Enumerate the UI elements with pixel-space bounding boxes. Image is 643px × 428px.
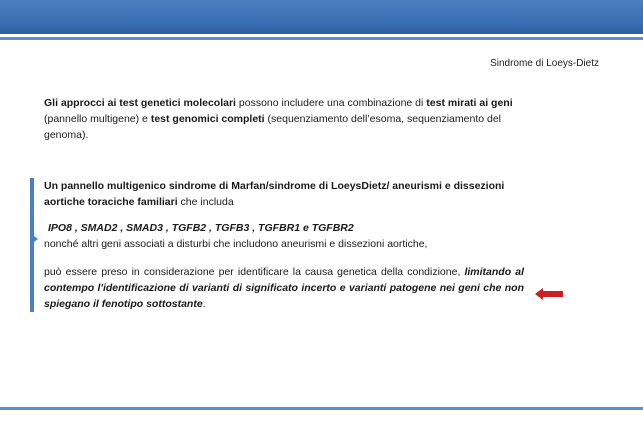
intro-bold-3: test genomici completi bbox=[150, 113, 265, 125]
intro-text-3: (sequenziamento dell’esoma, sequenziamento del genoma). bbox=[44, 113, 502, 141]
intro-paragraph bbox=[44, 95, 534, 143]
intro-bold-1: Gli approcci ai test genetici molecolari bbox=[44, 97, 236, 109]
consideration-emphasis: limitando al contempo l'identificazione di varianti di significato incerto e varianti patogene nei geni che non spiegano il fenotipo sottostante bbox=[44, 266, 524, 310]
top-divider bbox=[0, 37, 643, 40]
consideration-text: può essere preso in considerazione per identificare la causa genetica della condizione, bbox=[44, 266, 465, 278]
arrow-shape bbox=[535, 288, 563, 300]
left-arrow-icon bbox=[535, 287, 563, 299]
panel-title: Un pannello multigenico sindrome di Marfan/sindrome di LoeysDietz/ aneurismi e dissezioni aortiche toraciche familiari bbox=[44, 180, 505, 208]
slide-header-label: Sindrome di Loeys-Dietz bbox=[490, 58, 599, 69]
bar-tick-icon bbox=[34, 236, 38, 242]
vertical-bar-icon bbox=[30, 178, 34, 312]
panel-block bbox=[44, 178, 524, 312]
intro-text-2: (pannello multigene) e bbox=[44, 113, 151, 125]
intro-text-1: possono includere una combinazione di bbox=[235, 97, 427, 109]
top-banner bbox=[0, 0, 643, 34]
consideration-end: . bbox=[202, 298, 206, 310]
left-arrow-svg bbox=[535, 288, 563, 300]
spacer bbox=[44, 252, 524, 264]
intro-bold-2: test mirati ai geni bbox=[426, 97, 513, 109]
panel-title-suffix: che includa bbox=[177, 196, 234, 208]
bottom-divider bbox=[0, 407, 643, 410]
panel-title-line bbox=[44, 178, 524, 210]
consideration-paragraph bbox=[44, 264, 524, 312]
gene-list: IPO8 , SMAD2 , SMAD3 , TGFB2 , TGFB3 , TGFBR1 e TGFBR2 bbox=[48, 222, 354, 234]
gene-list-suffix: nonché altri geni associati a disturbi che includono aneurismi e dissezioni aortiche, bbox=[44, 238, 428, 250]
